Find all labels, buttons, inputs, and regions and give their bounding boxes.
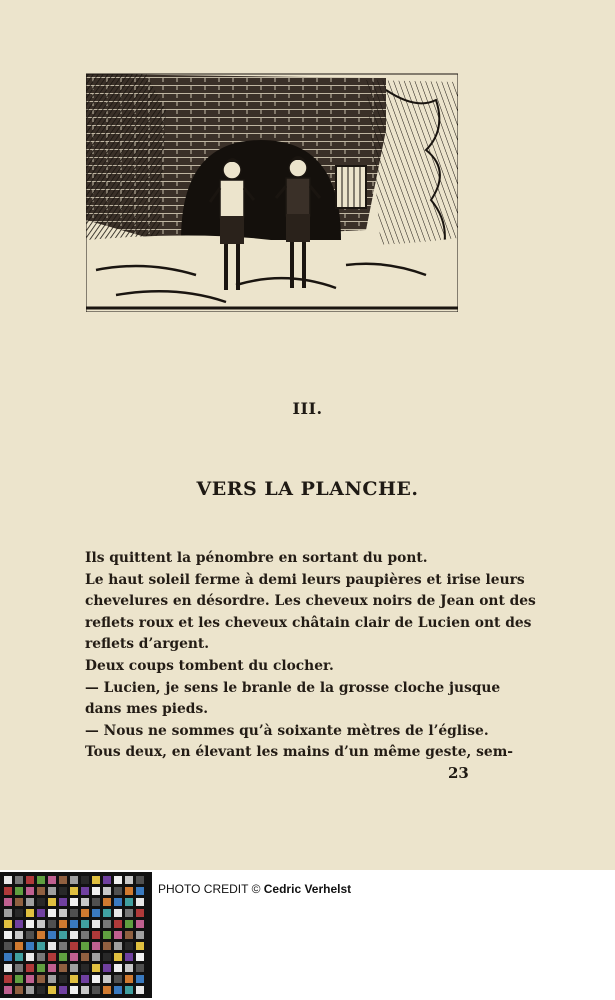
calibration-swatch bbox=[81, 931, 89, 939]
calibration-swatch bbox=[70, 953, 78, 961]
calibration-swatch bbox=[15, 898, 23, 906]
calibration-swatch bbox=[26, 931, 34, 939]
calibration-swatch bbox=[15, 942, 23, 950]
calibration-swatch bbox=[26, 975, 34, 983]
calibration-swatch bbox=[59, 909, 67, 917]
calibration-swatch bbox=[114, 920, 122, 928]
calibration-swatch bbox=[70, 898, 78, 906]
calibration-swatch bbox=[92, 964, 100, 972]
calibration-swatch bbox=[59, 953, 67, 961]
calibration-swatch bbox=[81, 898, 89, 906]
calibration-swatch bbox=[81, 942, 89, 950]
calibration-swatch bbox=[15, 964, 23, 972]
calibration-swatch bbox=[103, 942, 111, 950]
calibration-swatch bbox=[81, 964, 89, 972]
calibration-swatch bbox=[70, 931, 78, 939]
text-line: dans mes pieds. bbox=[85, 701, 209, 718]
calibration-swatch bbox=[26, 953, 34, 961]
calibration-swatch bbox=[15, 953, 23, 961]
calibration-swatch bbox=[81, 975, 89, 983]
calibration-swatch bbox=[4, 909, 12, 917]
calibration-swatch bbox=[59, 898, 67, 906]
calibration-swatch bbox=[92, 931, 100, 939]
page-number: 23 bbox=[448, 764, 469, 782]
calibration-swatch bbox=[125, 931, 133, 939]
text-line: Le haut soleil ferme à demi leurs paupières et irise leurs bbox=[85, 571, 525, 588]
calibration-swatch bbox=[92, 876, 100, 884]
calibration-swatch bbox=[103, 898, 111, 906]
calibration-swatch bbox=[92, 898, 100, 906]
calibration-swatch bbox=[4, 975, 12, 983]
calibration-swatch bbox=[26, 986, 34, 994]
calibration-swatch bbox=[59, 931, 67, 939]
text-line: chevelures en désordre. Les cheveux noirs de Jean ont des bbox=[85, 593, 536, 610]
photo-credit bbox=[158, 882, 351, 896]
calibration-swatch bbox=[114, 986, 122, 994]
calibration-swatch bbox=[114, 964, 122, 972]
calibration-swatch bbox=[114, 909, 122, 917]
color-calibration-chart-icon bbox=[0, 872, 152, 998]
calibration-swatch bbox=[103, 920, 111, 928]
calibration-swatch bbox=[103, 909, 111, 917]
calibration-swatch bbox=[59, 986, 67, 994]
calibration-swatch bbox=[92, 887, 100, 895]
calibration-swatch bbox=[81, 909, 89, 917]
calibration-swatch bbox=[136, 876, 144, 884]
calibration-swatch bbox=[15, 909, 23, 917]
calibration-swatch bbox=[103, 986, 111, 994]
calibration-swatch bbox=[92, 975, 100, 983]
calibration-swatch bbox=[59, 876, 67, 884]
calibration-swatch bbox=[4, 953, 12, 961]
text-line: Tous deux, en élevant les mains d’un même geste, sem- bbox=[85, 744, 514, 761]
calibration-swatch bbox=[15, 876, 23, 884]
calibration-swatch bbox=[4, 887, 12, 895]
calibration-swatch bbox=[59, 964, 67, 972]
calibration-swatch bbox=[48, 898, 56, 906]
calibration-swatch bbox=[114, 942, 122, 950]
calibration-swatch bbox=[48, 942, 56, 950]
calibration-swatch bbox=[81, 986, 89, 994]
calibration-swatch bbox=[48, 953, 56, 961]
calibration-swatch bbox=[48, 975, 56, 983]
calibration-swatch bbox=[136, 920, 144, 928]
text-line: reflets roux et les cheveux châtain clair de Lucien ont des bbox=[85, 614, 532, 631]
calibration-swatch bbox=[48, 909, 56, 917]
calibration-swatch bbox=[103, 876, 111, 884]
calibration-swatch bbox=[37, 953, 45, 961]
calibration-swatch bbox=[125, 898, 133, 906]
calibration-swatch bbox=[48, 931, 56, 939]
calibration-swatch bbox=[59, 975, 67, 983]
calibration-swatch bbox=[125, 964, 133, 972]
calibration-swatch bbox=[92, 909, 100, 917]
calibration-swatch bbox=[37, 898, 45, 906]
calibration-swatch bbox=[37, 876, 45, 884]
calibration-swatch bbox=[37, 975, 45, 983]
calibration-swatch bbox=[103, 931, 111, 939]
calibration-swatch bbox=[26, 942, 34, 950]
text-line: reflets d’argent. bbox=[85, 636, 210, 653]
calibration-swatch bbox=[59, 887, 67, 895]
calibration-swatch bbox=[4, 876, 12, 884]
calibration-swatch bbox=[4, 942, 12, 950]
chapter-title: VERS LA PLANCHE. bbox=[196, 478, 419, 500]
calibration-swatch bbox=[103, 953, 111, 961]
calibration-swatch bbox=[114, 953, 122, 961]
chapter-text bbox=[85, 548, 536, 764]
calibration-swatch bbox=[70, 876, 78, 884]
calibration-swatch bbox=[48, 887, 56, 895]
calibration-swatch bbox=[103, 975, 111, 983]
calibration-swatch bbox=[70, 887, 78, 895]
text-line: — Nous ne sommes qu’à soixante mètres de l’église. bbox=[85, 722, 489, 739]
calibration-swatch bbox=[15, 986, 23, 994]
calibration-swatch bbox=[48, 920, 56, 928]
calibration-swatch bbox=[26, 876, 34, 884]
calibration-swatch bbox=[92, 953, 100, 961]
calibration-swatch bbox=[26, 898, 34, 906]
calibration-swatch bbox=[136, 964, 144, 972]
calibration-swatch bbox=[37, 942, 45, 950]
calibration-swatch bbox=[26, 887, 34, 895]
calibration-swatch bbox=[125, 920, 133, 928]
calibration-swatch bbox=[59, 942, 67, 950]
calibration-swatch bbox=[15, 975, 23, 983]
calibration-swatch bbox=[4, 920, 12, 928]
calibration-swatch bbox=[37, 909, 45, 917]
calibration-swatch bbox=[59, 920, 67, 928]
calibration-swatch bbox=[125, 942, 133, 950]
calibration-swatch bbox=[15, 920, 23, 928]
calibration-swatch bbox=[81, 920, 89, 928]
calibration-swatch bbox=[136, 909, 144, 917]
credit-name: Cedric Verhelst bbox=[263, 882, 352, 896]
calibration-swatch bbox=[92, 920, 100, 928]
calibration-swatch bbox=[103, 887, 111, 895]
calibration-swatch bbox=[136, 898, 144, 906]
text-line: Deux coups tombent du clocher. bbox=[85, 657, 334, 674]
calibration-swatch bbox=[103, 964, 111, 972]
calibration-swatch bbox=[125, 953, 133, 961]
calibration-swatch bbox=[114, 887, 122, 895]
calibration-swatch bbox=[136, 942, 144, 950]
calibration-swatch bbox=[92, 986, 100, 994]
calibration-swatch bbox=[4, 931, 12, 939]
calibration-swatch bbox=[15, 887, 23, 895]
bridge-boys-illustration bbox=[86, 70, 458, 312]
text-line: Ils quittent la pénombre en sortant du pont. bbox=[85, 550, 428, 566]
text-line: — Lucien, je sens le branle de la grosse cloche jusque bbox=[85, 679, 501, 696]
calibration-swatch bbox=[81, 887, 89, 895]
calibration-swatch bbox=[48, 986, 56, 994]
calibration-swatch bbox=[15, 931, 23, 939]
calibration-swatch bbox=[125, 876, 133, 884]
calibration-swatch bbox=[70, 942, 78, 950]
calibration-swatch bbox=[81, 876, 89, 884]
calibration-swatch bbox=[70, 909, 78, 917]
calibration-swatch bbox=[4, 964, 12, 972]
calibration-swatch bbox=[114, 876, 122, 884]
credit-prefix: PHOTO CREDIT © bbox=[158, 882, 261, 896]
calibration-swatch bbox=[136, 887, 144, 895]
calibration-swatch bbox=[48, 876, 56, 884]
calibration-swatch bbox=[48, 964, 56, 972]
calibration-swatch bbox=[70, 920, 78, 928]
calibration-swatch bbox=[4, 986, 12, 994]
calibration-swatch bbox=[70, 964, 78, 972]
calibration-swatch bbox=[114, 898, 122, 906]
calibration-swatch bbox=[114, 975, 122, 983]
calibration-swatch bbox=[125, 975, 133, 983]
calibration-swatch bbox=[136, 953, 144, 961]
calibration-swatch bbox=[37, 887, 45, 895]
calibration-swatch bbox=[136, 975, 144, 983]
calibration-swatch bbox=[136, 986, 144, 994]
chapter-number: III. bbox=[292, 399, 323, 418]
calibration-swatch bbox=[37, 964, 45, 972]
calibration-swatch bbox=[26, 909, 34, 917]
calibration-swatch bbox=[81, 953, 89, 961]
calibration-swatch bbox=[70, 986, 78, 994]
calibration-swatch bbox=[125, 909, 133, 917]
calibration-swatch bbox=[37, 931, 45, 939]
calibration-swatch bbox=[114, 931, 122, 939]
calibration-swatch bbox=[70, 975, 78, 983]
calibration-swatch bbox=[37, 986, 45, 994]
calibration-swatch bbox=[37, 920, 45, 928]
calibration-swatch bbox=[26, 920, 34, 928]
calibration-swatch bbox=[136, 931, 144, 939]
calibration-swatch bbox=[125, 986, 133, 994]
calibration-swatch bbox=[92, 942, 100, 950]
calibration-swatch bbox=[125, 887, 133, 895]
calibration-swatch bbox=[26, 964, 34, 972]
calibration-swatch bbox=[4, 898, 12, 906]
